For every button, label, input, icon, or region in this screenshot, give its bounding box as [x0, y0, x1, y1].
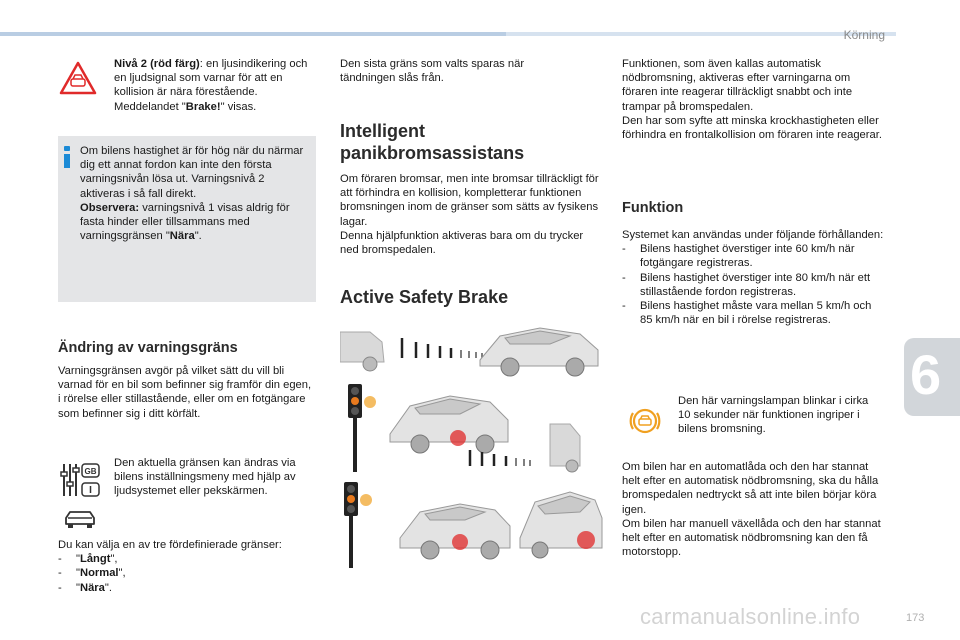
saved-text: Den sista gräns som valts sparas när tändningen slås från. [340, 58, 525, 85]
heading-panic-brake: Intelligent panikbromsassistans [340, 121, 525, 163]
threshold-text: Varningsgränsen avgör på vilket sätt du vill bli varnad för en bil som befinner sig framför din egen, i rörelse eller stillastående, eller om en fotgängare som befinner sig i ditt körfält. [58, 365, 312, 420]
conditions-block [622, 228, 884, 327]
list-item: - Bilens hastighet överstiger inte 60 km/h när fotgängare registreras. [622, 242, 884, 270]
saved-paragraph [340, 57, 580, 85]
panic-brake-text-2: Denna hjälpfunktion aktiveras bara om du trycker ned bromspedalen. [340, 229, 584, 257]
level2-description [114, 57, 314, 114]
gearbox-paragraph [622, 460, 887, 559]
illustration-car-to-car [340, 320, 605, 380]
illustration-traffic-light-1 [340, 384, 605, 474]
list-item: - "Nära". [58, 581, 318, 595]
section-title: Körning [843, 28, 885, 42]
list-item: - "Normal", [58, 566, 318, 580]
observe-text: varningsnivå 1 visas aldrig för fasta hinder eller tillsammans med varningsgränsen " [80, 201, 290, 243]
automatic-text: Om bilen har en automatlåda och den har stannat helt efter en automatisk nödbromsning, ska du hålla bromspedalen nedtryckt så att inte bilen börjar köra igen. [622, 461, 879, 516]
settings-menu-icon [60, 460, 102, 500]
observe-nara: Nära [169, 230, 195, 243]
manual-text: Om bilen har manuell växellåda och den har stannat helt efter en automatisk nödbromsning kan den få motorstopp. [622, 517, 881, 559]
brake-message: Brake! [185, 100, 221, 113]
conditions-list [622, 242, 884, 327]
threshold-paragraph [58, 364, 316, 421]
chapter-tab [904, 338, 960, 416]
header-bar-light [506, 32, 896, 36]
options-intro: Du kan välja en av tre fördefinierade gränser: [58, 539, 282, 551]
setting-text: Den aktuella gränsen kan ändras via bilens inställningsmeny med hjälp av ljudsystemet eller pekskärmen. [114, 457, 296, 498]
options-block [58, 538, 318, 595]
info-text: Om bilens hastighet är för hög när du närmar dig ett annat fordon kan inte den första varningsnivån lösa ut. Varningsnivå 2 aktiveras i så fall direkt. [80, 145, 304, 200]
conditions-intro: Systemet kan användas under följande förhållanden: [622, 229, 884, 241]
level2-label: Nivå 2 (röd färg) [114, 58, 200, 70]
lamp-paragraph [678, 394, 883, 437]
observe-end: ". [194, 230, 202, 243]
function-intro [622, 57, 887, 142]
panic-brake-paragraph [340, 172, 602, 257]
watermark-url: carmanualsonline.info [640, 604, 861, 629]
setting-paragraph [114, 456, 319, 499]
panic-brake-text: Om föraren bromsar, men inte bromsar tillräckligt för att förhindra en kollision, kompletterar funktionen bromsningen inom de gränser som sätts av fysikens lagar. [340, 173, 599, 228]
collision-warning-icon [58, 60, 98, 96]
heading-function: Funktion [622, 200, 684, 216]
info-box [58, 136, 316, 302]
info-observe [80, 201, 308, 244]
chapter-number: 6 [910, 343, 942, 406]
heading-active-safety-brake: Active Safety Brake [340, 287, 509, 307]
intro-text-1: Funktionen, som även kallas automatisk nödbromsning, aktiveras efter varningarna om föraren inte reagerar tillräckligt snabbt och inte trampar på bromspedalen. [622, 58, 853, 113]
illustration-traffic-light-2 [340, 478, 605, 568]
level2-end: " visas. [220, 100, 257, 113]
car-icon [62, 506, 98, 532]
info-icon [64, 146, 70, 168]
level2-text: : en ljusindikering och en ljudsignal som varnar för att en kollision är nära förestående. Meddelandet " [114, 58, 308, 113]
options-list [58, 552, 318, 595]
brake-warning-lamp-icon [628, 404, 662, 438]
header-bar [0, 32, 506, 36]
lamp-text: Den här varningslampan blinkar i cirka 10 sekunder när funktionen ingriper i bilens bromsning. [678, 395, 869, 436]
page-number: 173 [906, 612, 925, 624]
list-item: - Bilens hastighet måste vara mellan 5 km/h och 85 km/h när en bil i rörelse registreras. [622, 299, 884, 327]
svg-text:GB: GB [84, 467, 97, 476]
list-item: - Bilens hastighet överstiger inte 80 km/h när ett stillastående fordon registreras. [622, 271, 884, 299]
heading-change-threshold: Ändring av varningsgräns [58, 340, 238, 356]
intro-text-2: Den har som syfte att minska krockhastigheten eller förhindra en frontalkollision om föraren inte reagerar. [622, 114, 882, 142]
list-item: - "Långt", [58, 552, 318, 566]
observe-label: Observera: [80, 201, 140, 214]
